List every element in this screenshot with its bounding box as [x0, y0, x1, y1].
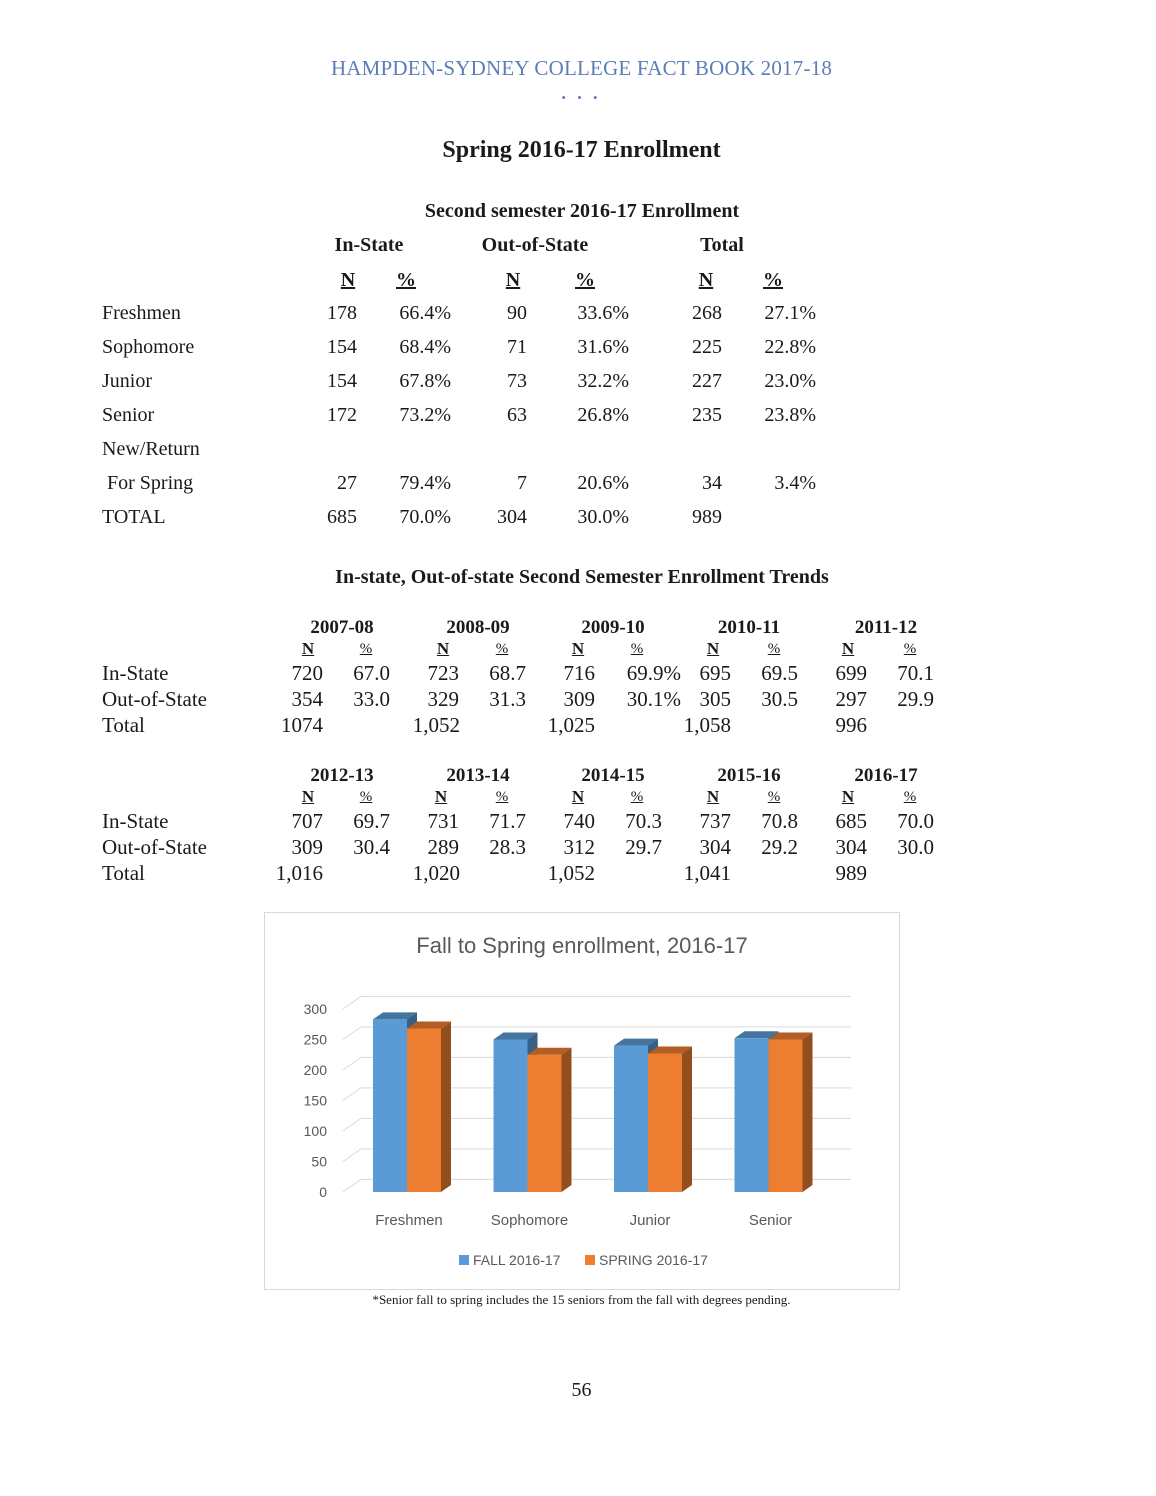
trend-col-pct: %	[903, 641, 917, 657]
bar	[494, 1040, 528, 1193]
cell-pct: 73.2%	[399, 404, 451, 426]
trend-col-n: N	[301, 639, 315, 658]
trend-year-header: 2007-08	[310, 617, 374, 638]
gridline-diag	[343, 1149, 361, 1162]
trend-in-n: 731	[427, 809, 459, 833]
cell-n: 685	[327, 506, 357, 528]
trend-in-pct: 70.1	[897, 661, 934, 685]
cell-pct: 22.8%	[764, 336, 816, 358]
trend-in-pct: 68.7	[489, 661, 526, 685]
cell-pct: 23.8%	[764, 404, 816, 426]
trend-out-pct: 30.4	[353, 835, 390, 859]
y-tick-label: 100	[303, 1123, 327, 1139]
trend-year-header: 2011-12	[854, 617, 918, 638]
gridline-diag	[343, 1179, 361, 1192]
x-tick-label: Sophomore	[490, 1212, 569, 1229]
cell-n: 7	[517, 472, 527, 494]
cell-n: 989	[692, 506, 722, 528]
trend-col-pct: %	[903, 789, 917, 805]
group-header-total: Total	[700, 234, 744, 256]
trend-col-n: N	[841, 639, 855, 658]
cell-n: 178	[327, 302, 357, 324]
bar-side	[441, 1022, 451, 1192]
trend-col-n: N	[571, 787, 585, 806]
trend-out-pct: 30.5	[761, 687, 798, 711]
trend-total: 1,058	[683, 713, 731, 737]
bar	[769, 1040, 803, 1193]
trend-total: 1074	[281, 713, 323, 737]
trend-year-header: 2014-15	[581, 765, 645, 786]
trend-col-n: N	[706, 787, 720, 806]
cell-pct: 31.6%	[577, 336, 629, 358]
cell-pct: 68.4%	[399, 336, 451, 358]
trend-col-pct: %	[495, 641, 509, 657]
y-tick-label: 150	[303, 1092, 327, 1109]
row-label: For Spring	[102, 472, 194, 494]
cell-pct: 66.4%	[399, 302, 451, 324]
cell-n: 34	[702, 472, 722, 494]
bar	[528, 1055, 562, 1192]
x-tick-label: Senior	[748, 1212, 793, 1229]
trend-out-n: 289	[427, 835, 459, 859]
trend-total: 989	[835, 861, 867, 885]
cell-n: 63	[507, 404, 527, 426]
trend-out-pct: 29.7	[625, 835, 662, 859]
chart-title: Fall to Spring enrollment, 2016-17	[416, 933, 748, 958]
trend-in-n: 685	[835, 809, 867, 833]
legend-label: FALL 2016-17	[473, 1252, 561, 1268]
group-header-in-state: In-State	[334, 234, 404, 256]
row-label: Freshmen	[102, 302, 181, 324]
trend-total: 1,016	[275, 861, 323, 885]
cell-n: 73	[507, 370, 527, 392]
gridline-diag	[343, 1088, 361, 1101]
trend-out-pct: 30.0	[897, 835, 934, 859]
trend-in-n: 723	[427, 661, 459, 685]
trend-out-n: 297	[835, 687, 867, 711]
trend-out-n: 304	[699, 835, 731, 859]
trend-row-label: In-State	[102, 661, 169, 685]
cell-pct: 79.4%	[399, 472, 451, 494]
trend-col-n: N	[706, 639, 720, 658]
trend-year-header: 2009-10	[581, 617, 645, 638]
trend-col-pct: %	[359, 641, 373, 657]
trend-col-n: N	[434, 787, 448, 806]
cell-n: 71	[507, 336, 527, 358]
chart-svg	[265, 913, 899, 1289]
col-header-pct: %	[396, 269, 416, 291]
gridline-diag	[343, 1027, 361, 1040]
trend-row-label: Total	[102, 713, 145, 737]
trend-in-pct: 70.3	[625, 809, 662, 833]
y-tick-label: 300	[303, 1001, 327, 1017]
cell-n: 90	[507, 302, 527, 324]
trend-col-pct: %	[630, 789, 644, 805]
trend-in-pct: 67.0	[353, 661, 390, 685]
trend-total: 996	[835, 713, 867, 737]
col-header-n: N	[340, 269, 356, 291]
trend-col-pct: %	[495, 789, 509, 805]
cell-pct: 23.0%	[764, 370, 816, 392]
trend-col-pct: %	[359, 789, 373, 805]
trends-subtitle: In-state, Out-of-state Second Semester Enrollment Trends	[335, 566, 829, 588]
row-label: New/Return	[102, 438, 200, 460]
trend-col-n: N	[436, 639, 450, 658]
trend-row-label: Total	[102, 861, 145, 885]
trend-out-pct: 30.1%	[626, 687, 681, 711]
trend-year-header: 2015-16	[717, 765, 781, 786]
row-label: Sophomore	[102, 336, 195, 358]
trend-total: 1,025	[547, 713, 595, 737]
cell-n: 27	[337, 472, 357, 494]
trend-in-pct: 70.0	[897, 809, 934, 833]
trend-total: 1,052	[412, 713, 460, 737]
trend-in-pct: 71.7	[489, 809, 526, 833]
trend-in-n: 695	[699, 661, 731, 685]
cell-pct: 33.6%	[577, 302, 629, 324]
y-tick-label: 200	[303, 1062, 327, 1078]
cell-n: 304	[497, 506, 527, 528]
page-number: 56	[571, 1379, 592, 1401]
trend-in-n: 737	[699, 809, 731, 833]
trend-total: 1,041	[683, 861, 731, 885]
trend-in-n: 720	[291, 661, 323, 685]
x-tick-label: Junior	[629, 1212, 671, 1229]
trend-out-pct: 31.3	[489, 687, 526, 711]
page-title: Spring 2016-17 Enrollment	[442, 137, 721, 163]
trend-col-pct: %	[767, 641, 781, 657]
table1-subtitle: Second semester 2016-17 Enrollment	[424, 200, 740, 222]
cell-pct: 27.1%	[764, 302, 816, 324]
trend-row-label: Out-of-State	[102, 687, 207, 711]
trend-in-pct: 70.8	[761, 809, 798, 833]
col-header-pct: %	[763, 269, 783, 291]
trend-in-n: 707	[291, 809, 323, 833]
cell-pct: 26.8%	[577, 404, 629, 426]
trend-row-label: In-State	[102, 809, 169, 833]
trend-in-n: 740	[563, 809, 595, 833]
gridline-diag	[343, 996, 361, 1009]
gridline-diag	[343, 1057, 361, 1070]
trend-col-n: N	[301, 787, 315, 806]
legend-swatch	[585, 1255, 595, 1265]
row-label: TOTAL	[102, 506, 166, 528]
x-tick-label: Freshmen	[375, 1212, 443, 1229]
trend-year-header: 2010-11	[717, 617, 781, 638]
col-header-pct: %	[575, 269, 595, 291]
cell-n: 154	[327, 370, 357, 392]
cell-n: 225	[692, 336, 722, 358]
trend-out-n: 309	[563, 687, 595, 711]
row-label: Senior	[102, 404, 155, 426]
y-tick-label: 50	[311, 1153, 327, 1170]
row-label: Junior	[102, 370, 152, 392]
bar-side	[682, 1047, 692, 1192]
y-tick-label: 250	[303, 1031, 327, 1048]
cell-n: 235	[692, 404, 722, 426]
cell-n: 268	[692, 302, 722, 324]
trend-out-pct: 28.3	[489, 835, 526, 859]
cell-pct: 70.0%	[399, 506, 451, 528]
trend-col-pct: %	[767, 789, 781, 805]
gridline-diag	[343, 1118, 361, 1131]
cell-n: 172	[327, 404, 357, 426]
col-header-n: N	[505, 269, 521, 291]
trend-row-label: Out-of-State	[102, 835, 207, 859]
trend-out-pct: 29.9	[897, 687, 934, 711]
trend-col-n: N	[571, 639, 585, 658]
trend-in-pct: 69.9%	[626, 661, 681, 685]
trend-out-n: 304	[835, 835, 867, 859]
cell-n: 227	[692, 370, 722, 392]
y-tick-label: 0	[319, 1184, 327, 1200]
trend-out-n: 305	[699, 687, 731, 711]
trend-col-pct: %	[630, 641, 644, 657]
bar-side	[803, 1033, 813, 1193]
enrollment-chart	[264, 912, 900, 1290]
cell-pct: 32.2%	[577, 370, 629, 392]
trend-col-n: N	[841, 787, 855, 806]
trend-in-n: 699	[835, 661, 867, 685]
cell-pct: 3.4%	[774, 472, 816, 494]
trend-out-pct: 29.2	[761, 835, 798, 859]
footnote: *Senior fall to spring includes the 15 seniors from the fall with degrees pending.	[372, 1292, 791, 1307]
bar	[648, 1054, 682, 1192]
trend-out-pct: 33.0	[353, 687, 390, 711]
legend-label: SPRING 2016-17	[599, 1252, 708, 1268]
trend-total: 1,020	[412, 861, 460, 885]
trend-year-header: 2013-14	[446, 765, 510, 786]
legend-swatch	[459, 1255, 469, 1265]
bar	[407, 1029, 441, 1192]
trend-total: 1,052	[547, 861, 595, 885]
bar	[373, 1019, 407, 1192]
bar-side	[562, 1048, 572, 1192]
cell-pct: 67.8%	[399, 370, 451, 392]
trend-out-n: 354	[291, 687, 323, 711]
trend-in-pct: 69.7	[353, 809, 390, 833]
trend-out-n: 312	[563, 835, 595, 859]
bar	[735, 1038, 769, 1192]
bar	[614, 1046, 648, 1192]
trend-year-header: 2016-17	[854, 765, 918, 786]
group-header-out-of-state: Out-of-State	[481, 234, 589, 256]
cell-pct: 20.6%	[577, 472, 629, 494]
document-header: HAMPDEN-SYDNEY COLLEGE FACT BOOK 2017-18	[330, 56, 833, 80]
trend-in-n: 716	[563, 661, 595, 685]
cell-pct: 30.0%	[577, 506, 629, 528]
trend-in-pct: 69.5	[761, 661, 798, 685]
header-dots: • • •	[561, 90, 602, 105]
col-header-n: N	[698, 269, 714, 291]
trend-out-n: 329	[427, 687, 459, 711]
trend-out-n: 309	[291, 835, 323, 859]
cell-n: 154	[327, 336, 357, 358]
trend-year-header: 2008-09	[446, 617, 510, 638]
trend-year-header: 2012-13	[310, 765, 374, 786]
